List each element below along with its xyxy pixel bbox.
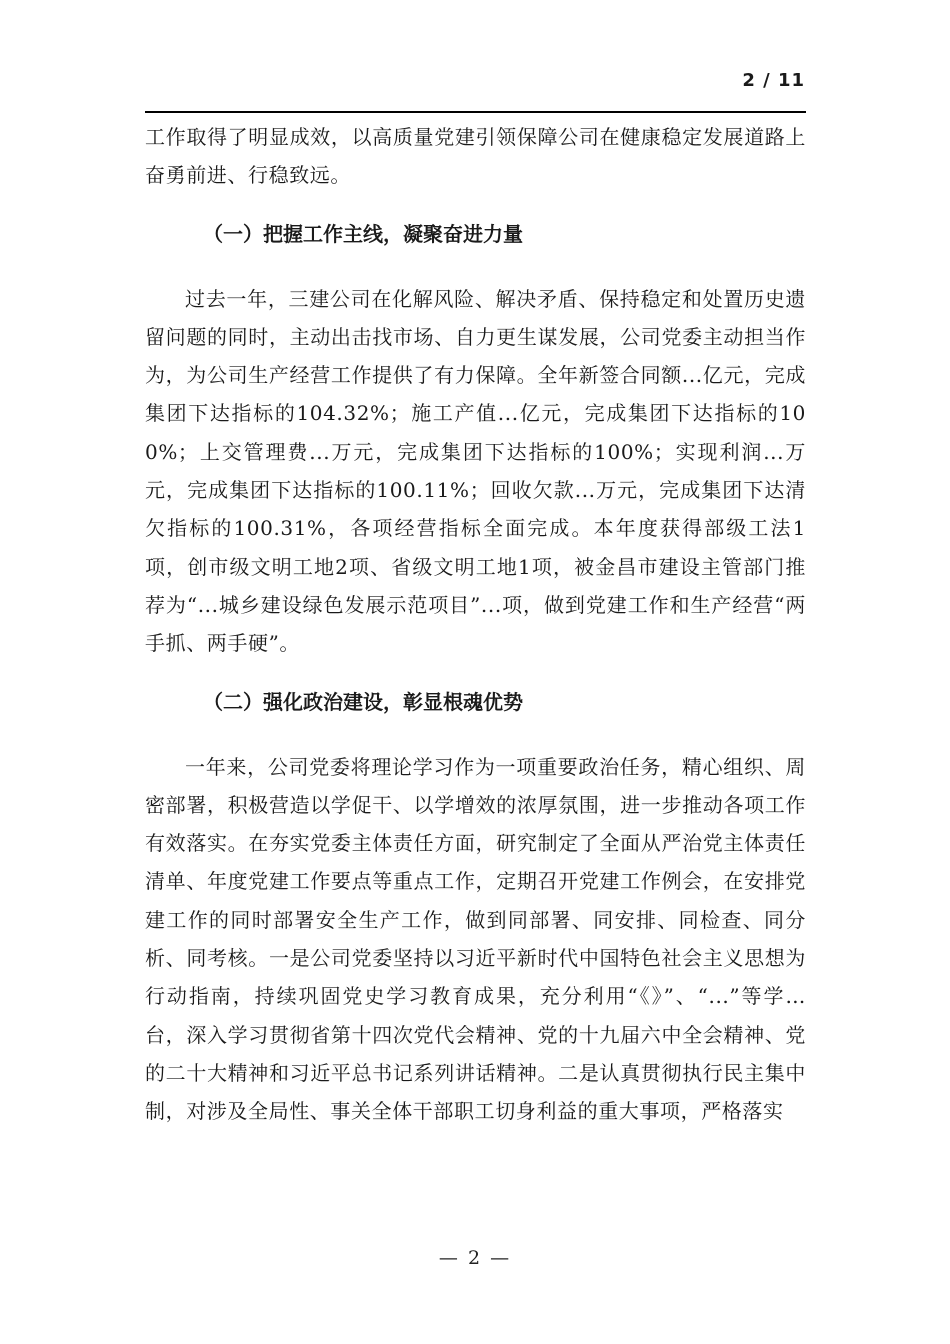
paragraph-continuation: 工作取得了明显成效，以高质量党建引领保障公司在健康稳定发展道路上奋勇前进、行稳致远。 <box>145 125 806 188</box>
document-body <box>145 118 806 1131</box>
page-counter: 2 / 11 <box>742 70 805 91</box>
section-heading-2: （二）强化政治建设，彰显根魂优势 <box>203 689 523 714</box>
header-divider <box>145 111 806 113</box>
paragraph-2: 一年来，公司党委将理论学习作为一项重要政治任务，精心组织、周密部署，积极营造以学促干、以学增效的浓厚氛围，进一步推动各项工作有效落实。在夯实党委主体责任方面，研究制定了全面从严治党主体责任清单、年度党建工作要点等重点工作，定期召开党建工作例会，在安排党建工作的同时部署安全生产工作，做到同部署、同安排、同检查、同分析、同考核。一是公司党委坚持以习近平新时代中国特色社会主义思想为行动指南，持续巩固党史学习教育成果，充分利用“《》”、“...”等学…台，深入学习贯彻省第十四次党代会精神、党的十九届六中全会精神、党的二十大精神和习近平总书记系列讲话精神。二是认真贯彻执行民主集中制，对涉及全局性、事关全体干部职工切身利益的重大事项，严格落实 <box>145 754 806 1124</box>
paragraph-1: 过去一年，三建公司在化解风险、解决矛盾、保持稳定和处置历史遗留问题的同时，主动出击找市场、自力更生谋发展，公司党委主动担当作为，为公司生产经营工作提供了有力保障。全年新签合同额...亿元，完成集团下达指标的104.32%；施工产值...亿元，完成集团下达指标的100%；上交管理费...万元，完成集团下达指标的100%；实现利润...万元，完成集团下达指标的100.11%；回收欠款...万元，完成集团下达清欠指标的100.31%，各项经营指标全面完成。本年度获得部级工法1项，创市级文明工地2项、省级文明工地1项，被金昌市建设主管部门推荐为“...城乡建设绿色发展示范项目”...项，做到党建工作和生产经营“两手抓、两手硬”。 <box>145 286 806 656</box>
section-heading-1: （一）把握工作主线，凝聚奋进力量 <box>203 221 523 246</box>
page-number-footer: — 2 — <box>438 1247 512 1269</box>
